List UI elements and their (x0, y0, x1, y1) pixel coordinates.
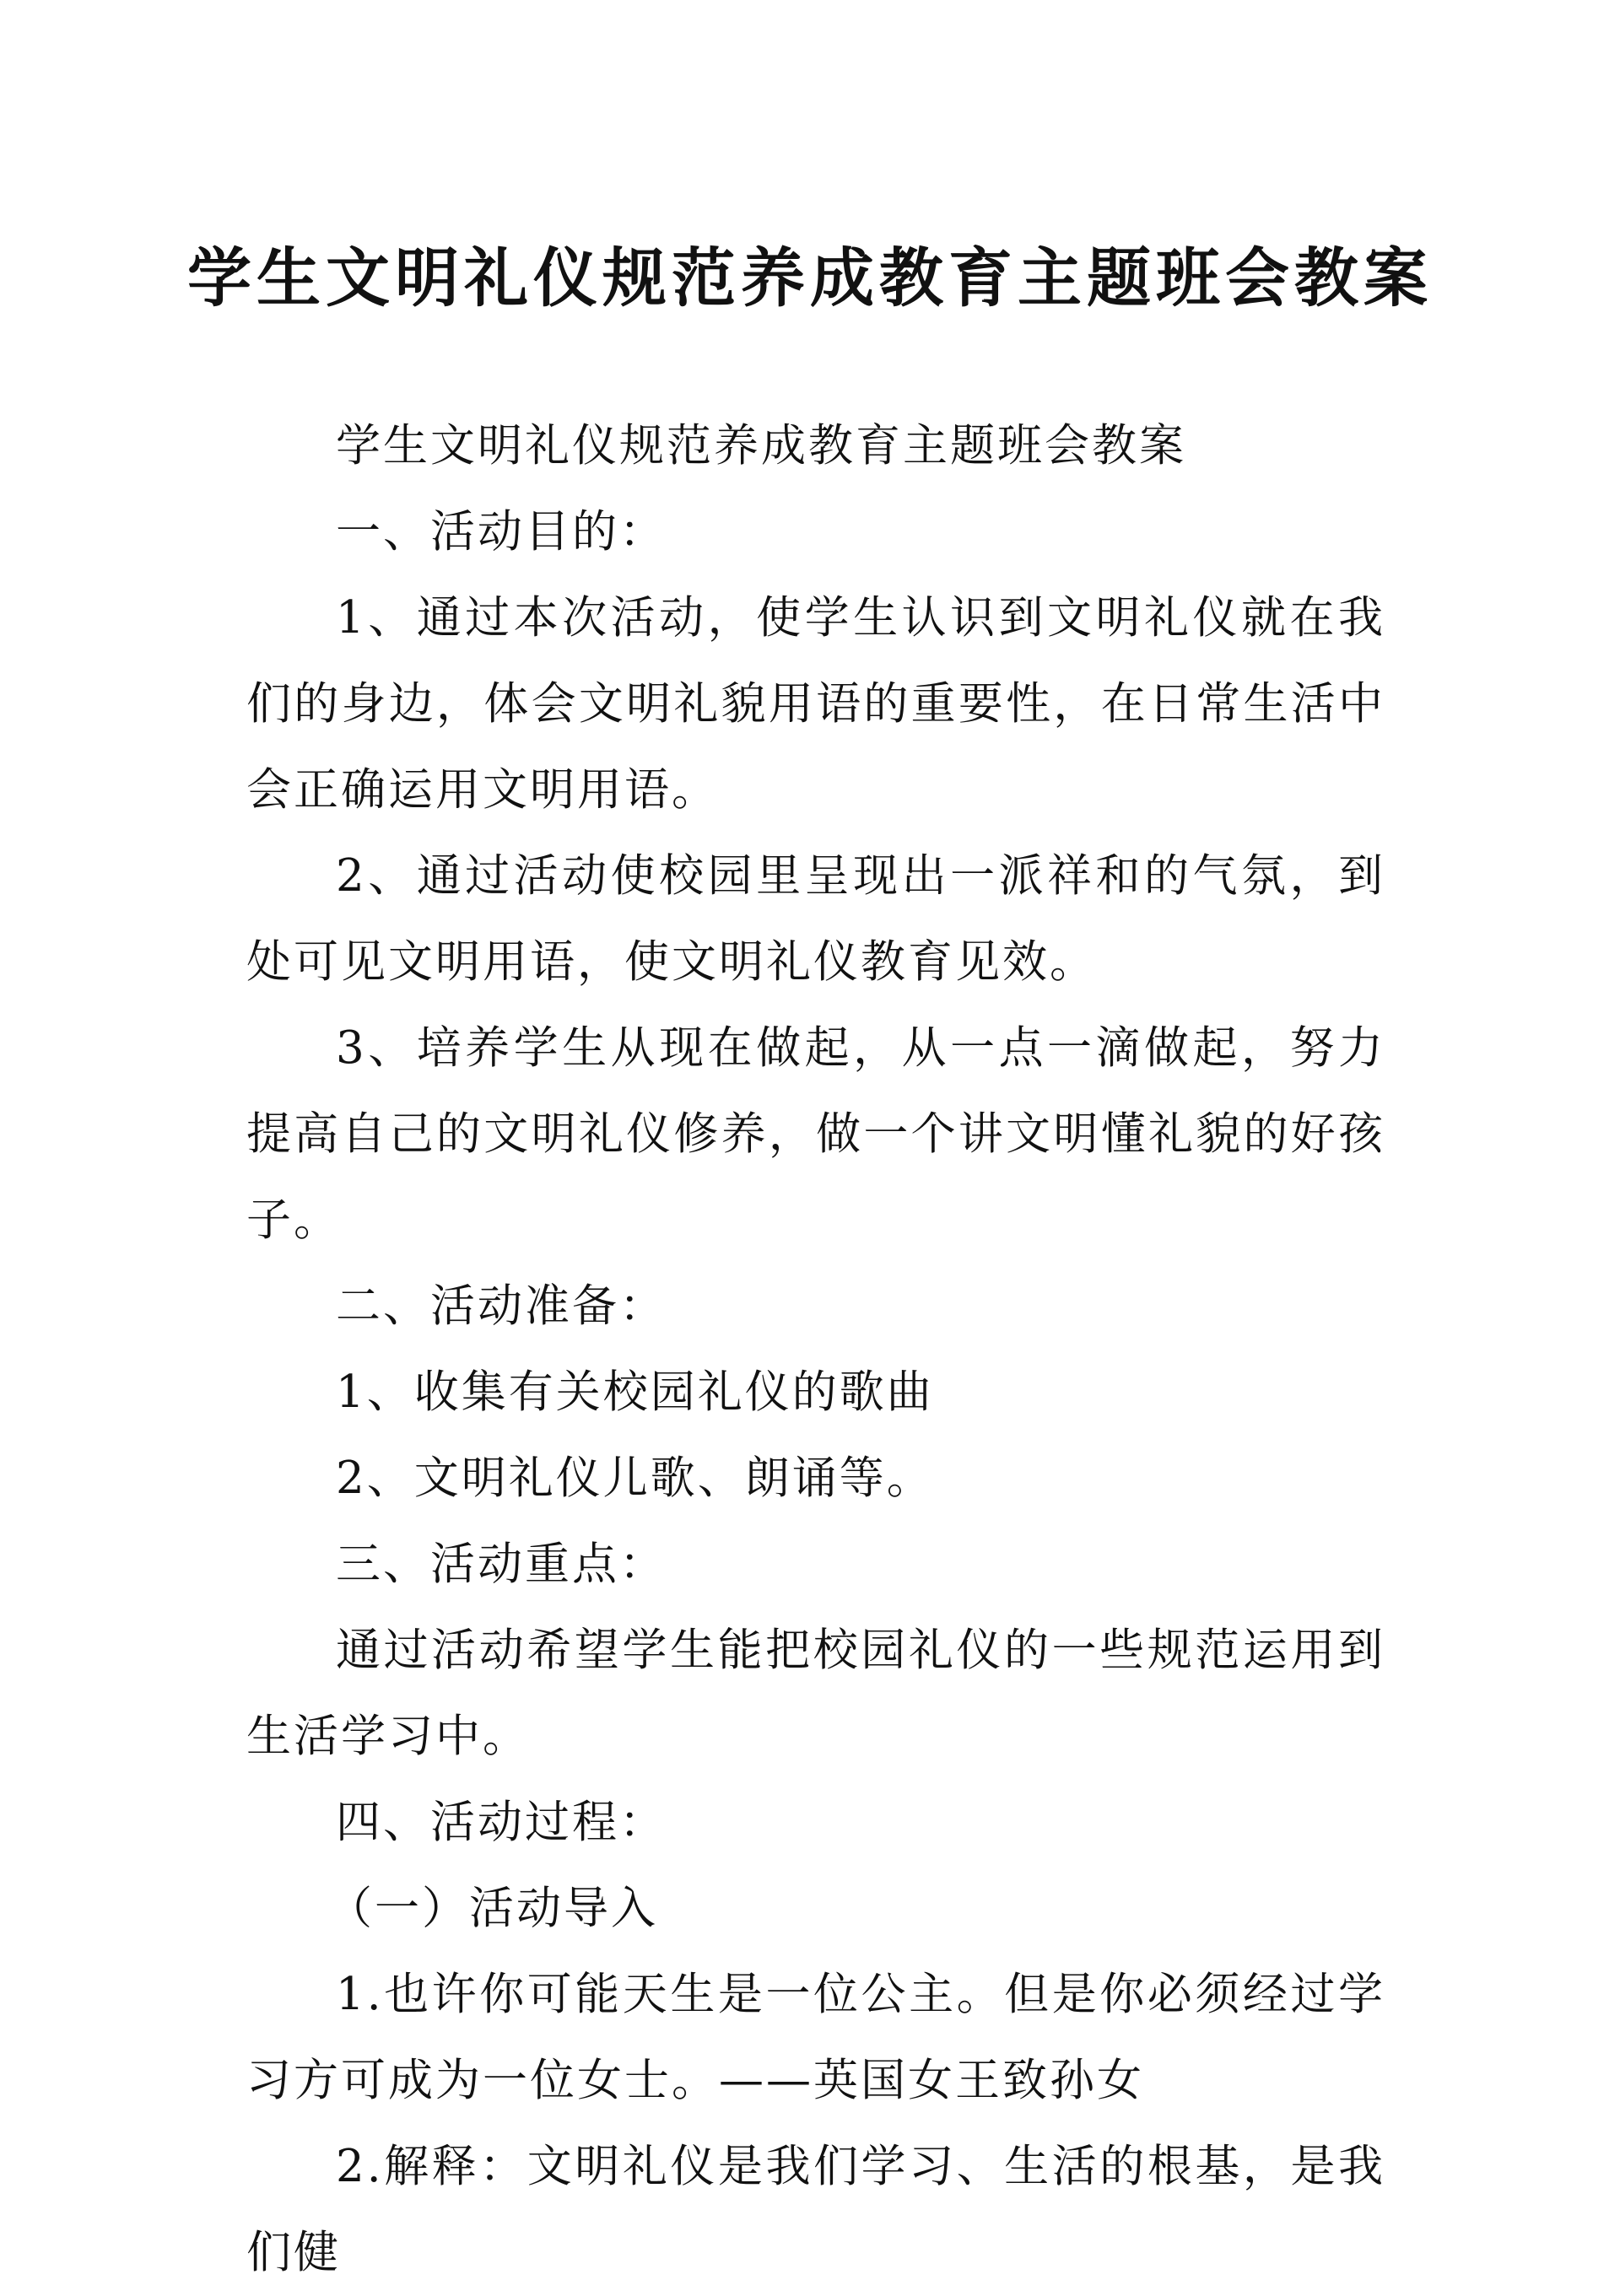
paragraph-subtitle: 学生文明礼仪规范养成教育主题班会教案 (336, 420, 1186, 472)
paragraph-intro-2: 2.解释：文明礼仪是我们学习、生活的根基，是我们健 (246, 2141, 1385, 2278)
paragraph-preparation-2: 2、文明礼仪儿歌、朗诵等。 (336, 1453, 934, 1504)
document-title: 学生文明礼仪规范养成教育主题班会教案 (187, 240, 1433, 315)
paragraph-preparation-1: 1、收集有关校园礼仪的歌曲 (336, 1366, 934, 1418)
section-heading-purpose: 一、活动目的： (336, 506, 667, 558)
paragraph-focus: 通过活动希望学生能把校园礼仪的一些规范运用到生活学习中。 (246, 1625, 1385, 1762)
paragraph-intro-1: 1.也许你可能天生是一位公主。但是你必须经过学习方可成为一位女士。——英国女王致孙女 (246, 1969, 1385, 2106)
paragraph-purpose-3: 3、培养学生从现在做起，从一点一滴做起，努力提高自己的文明礼仪修养，做一个讲文明懂礼貌的好孩子。 (246, 1022, 1385, 1246)
section-heading-preparation: 二、活动准备： (336, 1280, 667, 1332)
section-heading-focus: 三、活动重点： (336, 1539, 667, 1590)
paragraph-purpose-2: 2、通过活动使校园里呈现出一派祥和的气氛，到处可见文明用语，使文明礼仪教育见效。 (246, 850, 1385, 988)
subsection-heading-intro: （一）活动导入 (327, 1883, 658, 1934)
section-heading-process: 四、活动过程： (336, 1797, 667, 1848)
document-body (246, 403, 1385, 2296)
paragraph-purpose-1: 1、通过本次活动，使学生认识到文明礼仪就在我们的身边，体会文明礼貌用语的重要性，在日常生活中会正确运用文明用语。 (246, 592, 1385, 816)
